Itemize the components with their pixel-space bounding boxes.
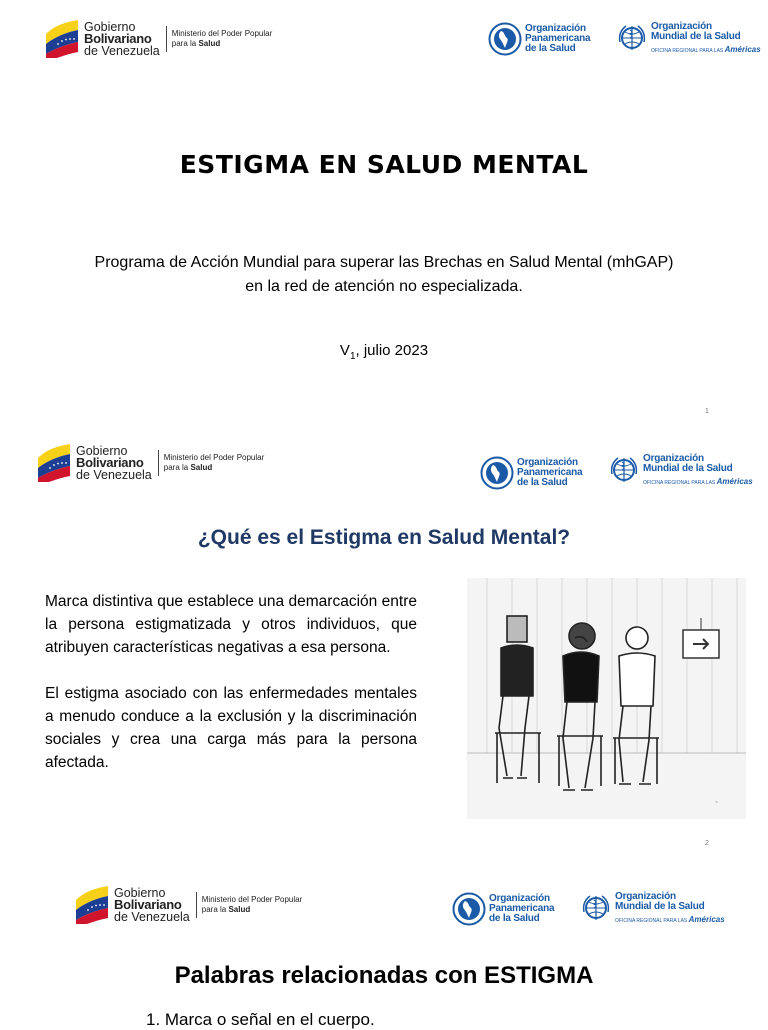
version-prefix: V [339,342,350,359]
gobierno-bolivariano-logo [74,886,302,924]
stigma-illustration [467,578,746,819]
venezuela-flag-icon [74,886,110,924]
slide-1-title: ESTIGMA EN SALUD MENTAL [179,150,589,179]
ops-line-3: de la Salud [517,477,568,488]
slide-2 [0,432,768,860]
venezuela-flag-icon [36,444,72,482]
slide-3 [0,860,768,1029]
slide-2-title: ¿Qué es el Estigma en Salud Mental? [197,526,571,549]
divider [158,450,159,476]
who-emblem-icon [608,454,640,486]
oms-sub-small: OFICINA REGIONAL PARA LAS [615,918,688,924]
version-sub: 1 [349,351,356,362]
ministry-prefix: para la [171,39,197,48]
oms-line-2: Mundial de la Salud [651,31,741,42]
page-number-2: 2 [705,840,709,847]
oms-logo [608,454,753,488]
slide-1-version [0,342,768,362]
ops-line-3: de la Salud [525,43,576,54]
divider [166,26,167,52]
ministry-salud: Salud [198,39,221,48]
slide-1 [0,0,768,432]
ops-line-1: Organización [489,893,550,904]
page-number-1: 1 [705,408,709,415]
ministry-salud: Salud [228,905,251,914]
oms-line-1: Organización [615,891,676,902]
oms-sub-small: OFICINA REGIONAL PARA LAS [651,48,724,54]
gov-line-3: de Venezuela [76,468,152,482]
gov-line-1: Gobierno [114,886,166,900]
ops-line-2: Panamericana [517,467,583,478]
oms-line-1: Organización [651,21,712,32]
oms-line-2: Mundial de la Salud [643,463,733,474]
svg-text:~: ~ [715,800,718,806]
oms-sub-americas: Américas [688,915,725,924]
gov-line-3: de Venezuela [84,44,160,58]
ops-line-1: Organización [525,23,586,34]
definition-paragraph: Marca distintiva que establece una demarcación entre la persona estigmatizada y otros individuos, que atribuyen características negativas a esa persona. [45,593,417,656]
slide-2-body [45,590,417,797]
oms-line-2: Mundial de la Salud [615,901,705,912]
oms-sub-americas: Américas [716,477,753,486]
ops-logo [452,892,554,926]
ministry-line-1: Ministerio del Poder Popular [201,895,303,904]
gov-line-1: Gobierno [84,20,136,34]
gobierno-bolivariano-logo [36,444,264,482]
gov-line-1: Gobierno [76,444,128,458]
gov-line-2: Bolivariano [84,31,152,46]
ops-line-2: Panamericana [525,33,591,44]
ops-logo [480,456,582,490]
gov-line-2: Bolivariano [76,455,144,470]
ops-line-1: Organización [517,457,578,468]
slide-3-title: Palabras relacionadas con ESTIGMA [174,962,594,989]
ops-line-2: Panamericana [489,903,555,914]
ops-globe-icon [452,892,486,926]
divider [196,892,197,918]
oms-sub-americas: Américas [724,45,761,54]
oms-line-1: Organización [643,453,704,464]
who-emblem-icon [616,22,648,54]
people-sitting-illustration [467,578,746,819]
gov-line-3: de Venezuela [114,910,190,924]
ops-logo [488,22,590,56]
list-item: 1. Marca o señal en el cuerpo. [146,1010,375,1029]
ministry-prefix: para la [201,905,227,914]
oms-logo [616,22,761,56]
gov-line-2: Bolivariano [114,897,182,912]
ministry-line-1: Ministerio del Poder Popular [171,29,273,38]
ministry-salud: Salud [190,463,213,472]
ops-globe-icon [480,456,514,490]
consequence-paragraph: El estigma asociado con las enfermedades mentales a menudo conduce a la exclusión y la discriminación sociales y crea una carga más para la persona afectada. [45,685,417,771]
gobierno-bolivariano-logo [44,20,272,58]
version-date: , julio 2023 [355,342,429,359]
ops-globe-icon [488,22,522,56]
venezuela-flag-icon [44,20,80,58]
oms-sub-small: OFICINA REGIONAL PARA LAS [643,480,716,486]
who-emblem-icon [580,892,612,924]
ministry-prefix: para la [163,463,189,472]
ministry-line-1: Ministerio del Poder Popular [163,453,265,462]
slide-1-subtitle: Programa de Acción Mundial para superar las Brechas en Salud Mental (mhGAP) en la red de atención no especializada. [94,254,674,295]
oms-logo [580,892,725,926]
ops-line-3: de la Salud [489,913,540,924]
